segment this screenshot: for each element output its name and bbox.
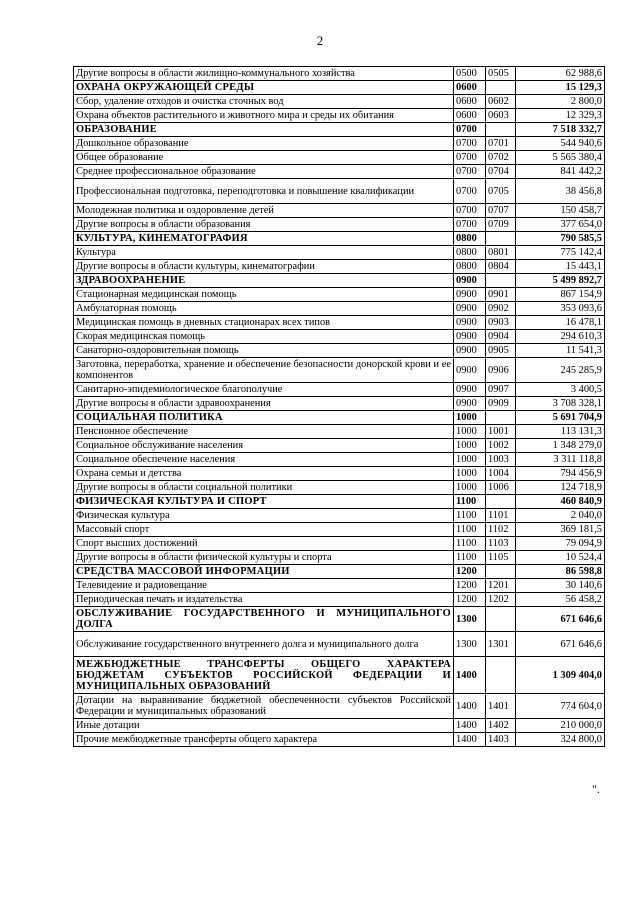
amount-cell: 841 442,2 xyxy=(516,165,605,179)
section-code-cell: 0900 xyxy=(454,288,486,302)
subsection-code-cell: 1002 xyxy=(486,439,516,453)
row-name-cell: Профессиональная подготовка, переподготовка и повышение квалификации xyxy=(74,179,454,204)
section-code-cell: 0600 xyxy=(454,81,486,95)
row-name-cell: КУЛЬТУРА, КИНЕМАТОГРАФИЯ xyxy=(74,232,454,246)
amount-cell: 210 000,0 xyxy=(516,719,605,733)
subsection-code-cell: 0902 xyxy=(486,302,516,316)
subsection-code-cell: 0906 xyxy=(486,358,516,383)
table-row xyxy=(74,165,605,179)
table-row xyxy=(74,537,605,551)
section-code-cell: 0700 xyxy=(454,218,486,232)
amount-cell: 12 329,3 xyxy=(516,109,605,123)
table-row xyxy=(74,204,605,218)
table-row xyxy=(74,67,605,81)
row-name-cell: Сбор, удаление отходов и очистка сточных вод xyxy=(74,95,454,109)
amount-cell: 10 524,4 xyxy=(516,551,605,565)
table-row xyxy=(74,95,605,109)
row-name-cell: Санитарно-эпидемиологическое благополучие xyxy=(74,383,454,397)
section-code-cell: 1100 xyxy=(454,495,486,509)
row-name-cell: Стационарная медицинская помощь xyxy=(74,288,454,302)
subsection-code-cell: 0702 xyxy=(486,151,516,165)
row-name-cell: Другие вопросы в области социальной политики xyxy=(74,481,454,495)
table-row xyxy=(74,397,605,411)
amount-cell: 460 840,9 xyxy=(516,495,605,509)
table-row xyxy=(74,246,605,260)
table-row xyxy=(74,330,605,344)
subsection-code-cell xyxy=(486,274,516,288)
amount-cell: 5 691 704,9 xyxy=(516,411,605,425)
subsection-code-cell: 1001 xyxy=(486,425,516,439)
row-name-cell: Телевидение и радиовещание xyxy=(74,579,454,593)
section-code-cell: 0800 xyxy=(454,246,486,260)
amount-cell: 113 131,3 xyxy=(516,425,605,439)
amount-cell: 3 400,5 xyxy=(516,383,605,397)
amount-cell: 11 541,3 xyxy=(516,344,605,358)
row-name-cell: Молодежная политика и оздоровление детей xyxy=(74,204,454,218)
table-row xyxy=(74,453,605,467)
amount-cell: 7 518 332,7 xyxy=(516,123,605,137)
subsection-code-cell xyxy=(486,565,516,579)
row-name-cell: Заготовка, переработка, хранение и обеспечение безопасности донорской крови и ее компонентов xyxy=(74,358,454,383)
subsection-code-cell: 1402 xyxy=(486,719,516,733)
section-code-cell: 1000 xyxy=(454,481,486,495)
subsection-code-cell xyxy=(486,495,516,509)
page-number: 2 xyxy=(316,33,324,48)
amount-cell: 30 140,6 xyxy=(516,579,605,593)
table-row xyxy=(74,632,605,657)
subsection-code-cell xyxy=(486,81,516,95)
subsection-code-cell: 0907 xyxy=(486,383,516,397)
row-name-cell: Другие вопросы в области культуры, кинематографии xyxy=(74,260,454,274)
table-row xyxy=(74,179,605,204)
table-row xyxy=(74,151,605,165)
row-name-cell: СОЦИАЛЬНАЯ ПОЛИТИКА xyxy=(74,411,454,425)
row-name-cell: СРЕДСТВА МАССОВОЙ ИНФОРМАЦИИ xyxy=(74,565,454,579)
subsection-code-cell: 1102 xyxy=(486,523,516,537)
amount-cell: 294 610,3 xyxy=(516,330,605,344)
section-code-cell: 1200 xyxy=(454,565,486,579)
amount-cell: 790 585,5 xyxy=(516,232,605,246)
section-header-row xyxy=(74,81,605,95)
table-row xyxy=(74,719,605,733)
amount-cell: 324 800,0 xyxy=(516,733,605,747)
table-row xyxy=(74,733,605,747)
section-code-cell: 0600 xyxy=(454,95,486,109)
amount-cell: 15 129,3 xyxy=(516,81,605,95)
subsection-code-cell: 1403 xyxy=(486,733,516,747)
amount-cell: 56 458,2 xyxy=(516,593,605,607)
section-code-cell: 0800 xyxy=(454,260,486,274)
subsection-code-cell xyxy=(486,411,516,425)
section-code-cell: 1000 xyxy=(454,453,486,467)
section-code-cell: 1400 xyxy=(454,657,486,694)
table-row xyxy=(74,344,605,358)
section-code-cell: 0700 xyxy=(454,204,486,218)
subsection-code-cell: 1105 xyxy=(486,551,516,565)
section-code-cell: 0900 xyxy=(454,344,486,358)
amount-cell: 671 646,6 xyxy=(516,632,605,657)
amount-cell: 2 040,0 xyxy=(516,509,605,523)
section-header-row xyxy=(74,495,605,509)
section-code-cell: 1100 xyxy=(454,537,486,551)
section-code-cell: 1300 xyxy=(454,632,486,657)
subsection-code-cell: 0801 xyxy=(486,246,516,260)
amount-cell: 774 604,0 xyxy=(516,694,605,719)
subsection-code-cell: 0701 xyxy=(486,137,516,151)
section-code-cell: 0900 xyxy=(454,383,486,397)
table-row xyxy=(74,137,605,151)
amount-cell: 124 718,9 xyxy=(516,481,605,495)
row-name-cell: Культура xyxy=(74,246,454,260)
subsection-code-cell: 0704 xyxy=(486,165,516,179)
section-code-cell: 0900 xyxy=(454,358,486,383)
section-code-cell: 0800 xyxy=(454,232,486,246)
row-name-cell: ОХРАНА ОКРУЖАЮЩЕЙ СРЕДЫ xyxy=(74,81,454,95)
subsection-code-cell: 0603 xyxy=(486,109,516,123)
row-name-cell: Дошкольное образование xyxy=(74,137,454,151)
amount-cell: 16 478,1 xyxy=(516,316,605,330)
amount-cell: 2 800,0 xyxy=(516,95,605,109)
amount-cell: 15 443,1 xyxy=(516,260,605,274)
amount-cell: 5 565 380,4 xyxy=(516,151,605,165)
amount-cell: 79 094,9 xyxy=(516,537,605,551)
amount-cell: 369 181,5 xyxy=(516,523,605,537)
subsection-code-cell: 0901 xyxy=(486,288,516,302)
row-name-cell: Иные дотации xyxy=(74,719,454,733)
subsection-code-cell: 0709 xyxy=(486,218,516,232)
amount-cell: 3 311 118,8 xyxy=(516,453,605,467)
section-code-cell: 0900 xyxy=(454,302,486,316)
table-row xyxy=(74,694,605,719)
row-name-cell: ОБРАЗОВАНИЕ xyxy=(74,123,454,137)
section-code-cell: 1000 xyxy=(454,467,486,481)
section-code-cell: 0900 xyxy=(454,316,486,330)
row-name-cell: Общее образование xyxy=(74,151,454,165)
section-header-row xyxy=(74,274,605,288)
table-row xyxy=(74,523,605,537)
section-header-row xyxy=(74,565,605,579)
subsection-code-cell: 0505 xyxy=(486,67,516,81)
row-name-cell: Медицинская помощь в дневных стационарах всех типов xyxy=(74,316,454,330)
subsection-code-cell xyxy=(486,657,516,694)
section-code-cell: 0500 xyxy=(454,67,486,81)
table-row xyxy=(74,260,605,274)
section-code-cell: 1200 xyxy=(454,579,486,593)
row-name-cell: Пенсионное обеспечение xyxy=(74,425,454,439)
subsection-code-cell: 1004 xyxy=(486,467,516,481)
row-name-cell: Периодическая печать и издательства xyxy=(74,593,454,607)
section-code-cell: 1400 xyxy=(454,733,486,747)
section-code-cell: 0900 xyxy=(454,330,486,344)
amount-cell: 5 499 892,7 xyxy=(516,274,605,288)
section-code-cell: 1200 xyxy=(454,593,486,607)
subsection-code-cell: 1401 xyxy=(486,694,516,719)
section-code-cell: 0700 xyxy=(454,137,486,151)
amount-cell: 867 154,9 xyxy=(516,288,605,302)
row-name-cell: Амбулаторная помощь xyxy=(74,302,454,316)
section-header-row xyxy=(74,411,605,425)
section-code-cell: 1000 xyxy=(454,439,486,453)
amount-cell: 62 988,6 xyxy=(516,67,605,81)
row-name-cell: ОБСЛУЖИВАНИЕ ГОСУДАРСТВЕННОГО И МУНИЦИПАЛЬНОГО ДОЛГА xyxy=(74,607,454,632)
row-name-cell: Охрана объектов растительного и животного мира и среды их обитания xyxy=(74,109,454,123)
row-name-cell: ФИЗИЧЕСКАЯ КУЛЬТУРА И СПОРТ xyxy=(74,495,454,509)
section-code-cell: 1400 xyxy=(454,719,486,733)
subsection-code-cell xyxy=(486,123,516,137)
section-code-cell: 0700 xyxy=(454,123,486,137)
row-name-cell: ЗДРАВООХРАНЕНИЕ xyxy=(74,274,454,288)
subsection-code-cell: 1003 xyxy=(486,453,516,467)
amount-cell: 1 348 279,0 xyxy=(516,439,605,453)
subsection-code-cell: 0904 xyxy=(486,330,516,344)
subsection-code-cell: 0602 xyxy=(486,95,516,109)
row-name-cell: Дотации на выравнивание бюджетной обеспеченности субъектов Российской Федерации и муниципальных образований xyxy=(74,694,454,719)
subsection-code-cell: 0804 xyxy=(486,260,516,274)
subsection-code-cell: 1202 xyxy=(486,593,516,607)
amount-cell: 775 142,4 xyxy=(516,246,605,260)
table-row xyxy=(74,439,605,453)
table-row xyxy=(74,358,605,383)
row-name-cell: Социальное обеспечение населения xyxy=(74,453,454,467)
table-row xyxy=(74,302,605,316)
table-row xyxy=(74,579,605,593)
row-name-cell: Другие вопросы в области физической культуры и спорта xyxy=(74,551,454,565)
amount-cell: 3 708 328,1 xyxy=(516,397,605,411)
amount-cell: 150 458,7 xyxy=(516,204,605,218)
subsection-code-cell: 1301 xyxy=(486,632,516,657)
amount-cell: 353 093,6 xyxy=(516,302,605,316)
section-code-cell: 1300 xyxy=(454,607,486,632)
amount-cell: 377 654,0 xyxy=(516,218,605,232)
section-code-cell: 0700 xyxy=(454,151,486,165)
section-code-cell: 0600 xyxy=(454,109,486,123)
subsection-code-cell: 1103 xyxy=(486,537,516,551)
closing-quote-mark: ". xyxy=(592,782,600,796)
amount-cell: 245 285,9 xyxy=(516,358,605,383)
section-header-row xyxy=(74,607,605,632)
row-name-cell: Обслуживание государственного внутреннего долга и муниципального долга xyxy=(74,632,454,657)
subsection-code-cell: 0909 xyxy=(486,397,516,411)
section-header-row xyxy=(74,232,605,246)
subsection-code-cell xyxy=(486,232,516,246)
amount-cell: 544 940,6 xyxy=(516,137,605,151)
amount-cell: 1 309 404,0 xyxy=(516,657,605,694)
row-name-cell: Санаторно-оздоровительная помощь xyxy=(74,344,454,358)
row-name-cell: Массовый спорт xyxy=(74,523,454,537)
row-name-cell: Прочие межбюджетные трансферты общего характера xyxy=(74,733,454,747)
amount-cell: 794 456,9 xyxy=(516,467,605,481)
section-code-cell: 1400 xyxy=(454,694,486,719)
subsection-code-cell: 0705 xyxy=(486,179,516,204)
row-name-cell: Другие вопросы в области здравоохранения xyxy=(74,397,454,411)
section-code-cell: 1000 xyxy=(454,411,486,425)
row-name-cell: Охрана семьи и детства xyxy=(74,467,454,481)
table-row xyxy=(74,288,605,302)
section-code-cell: 1100 xyxy=(454,551,486,565)
amount-cell: 671 646,6 xyxy=(516,607,605,632)
amount-cell: 86 598,8 xyxy=(516,565,605,579)
table-row xyxy=(74,467,605,481)
table-row xyxy=(74,593,605,607)
row-name-cell: Спорт высших достижений xyxy=(74,537,454,551)
section-code-cell: 1000 xyxy=(454,425,486,439)
table-row xyxy=(74,218,605,232)
subsection-code-cell: 0903 xyxy=(486,316,516,330)
row-name-cell: Социальное обслуживание населения xyxy=(74,439,454,453)
row-name-cell: Физическая культура xyxy=(74,509,454,523)
row-name-cell: Среднее профессиональное образование xyxy=(74,165,454,179)
subsection-code-cell: 0905 xyxy=(486,344,516,358)
section-code-cell: 1100 xyxy=(454,509,486,523)
row-name-cell: МЕЖБЮДЖЕТНЫЕ ТРАНСФЕРТЫ ОБЩЕГО ХАРАКТЕРА БЮДЖЕТАМ СУБЪЕКТОВ РОССИЙСКОЙ ФЕДЕРАЦИИ И МУНИЦИПАЛЬНЫХ ОБРАЗОВАНИЙ xyxy=(74,657,454,694)
section-code-cell: 0900 xyxy=(454,274,486,288)
row-name-cell: Скорая медицинская помощь xyxy=(74,330,454,344)
row-name-cell: Другие вопросы в области образования xyxy=(74,218,454,232)
subsection-code-cell xyxy=(486,607,516,632)
amount-cell: 38 456,8 xyxy=(516,179,605,204)
budget-expenditure-table xyxy=(73,66,605,747)
section-code-cell: 0900 xyxy=(454,397,486,411)
subsection-code-cell: 1101 xyxy=(486,509,516,523)
section-header-row xyxy=(74,123,605,137)
section-code-cell: 1100 xyxy=(454,523,486,537)
table-row xyxy=(74,383,605,397)
table-row xyxy=(74,425,605,439)
table-row xyxy=(74,109,605,123)
table-row xyxy=(74,481,605,495)
subsection-code-cell: 0707 xyxy=(486,204,516,218)
subsection-code-cell: 1201 xyxy=(486,579,516,593)
subsection-code-cell: 1006 xyxy=(486,481,516,495)
section-code-cell: 0700 xyxy=(454,165,486,179)
section-header-row xyxy=(74,657,605,694)
section-code-cell: 0700 xyxy=(454,179,486,204)
table-row xyxy=(74,316,605,330)
row-name-cell: Другие вопросы в области жилищно-коммунального хозяйства xyxy=(74,67,454,81)
table-row xyxy=(74,551,605,565)
table-row xyxy=(74,509,605,523)
